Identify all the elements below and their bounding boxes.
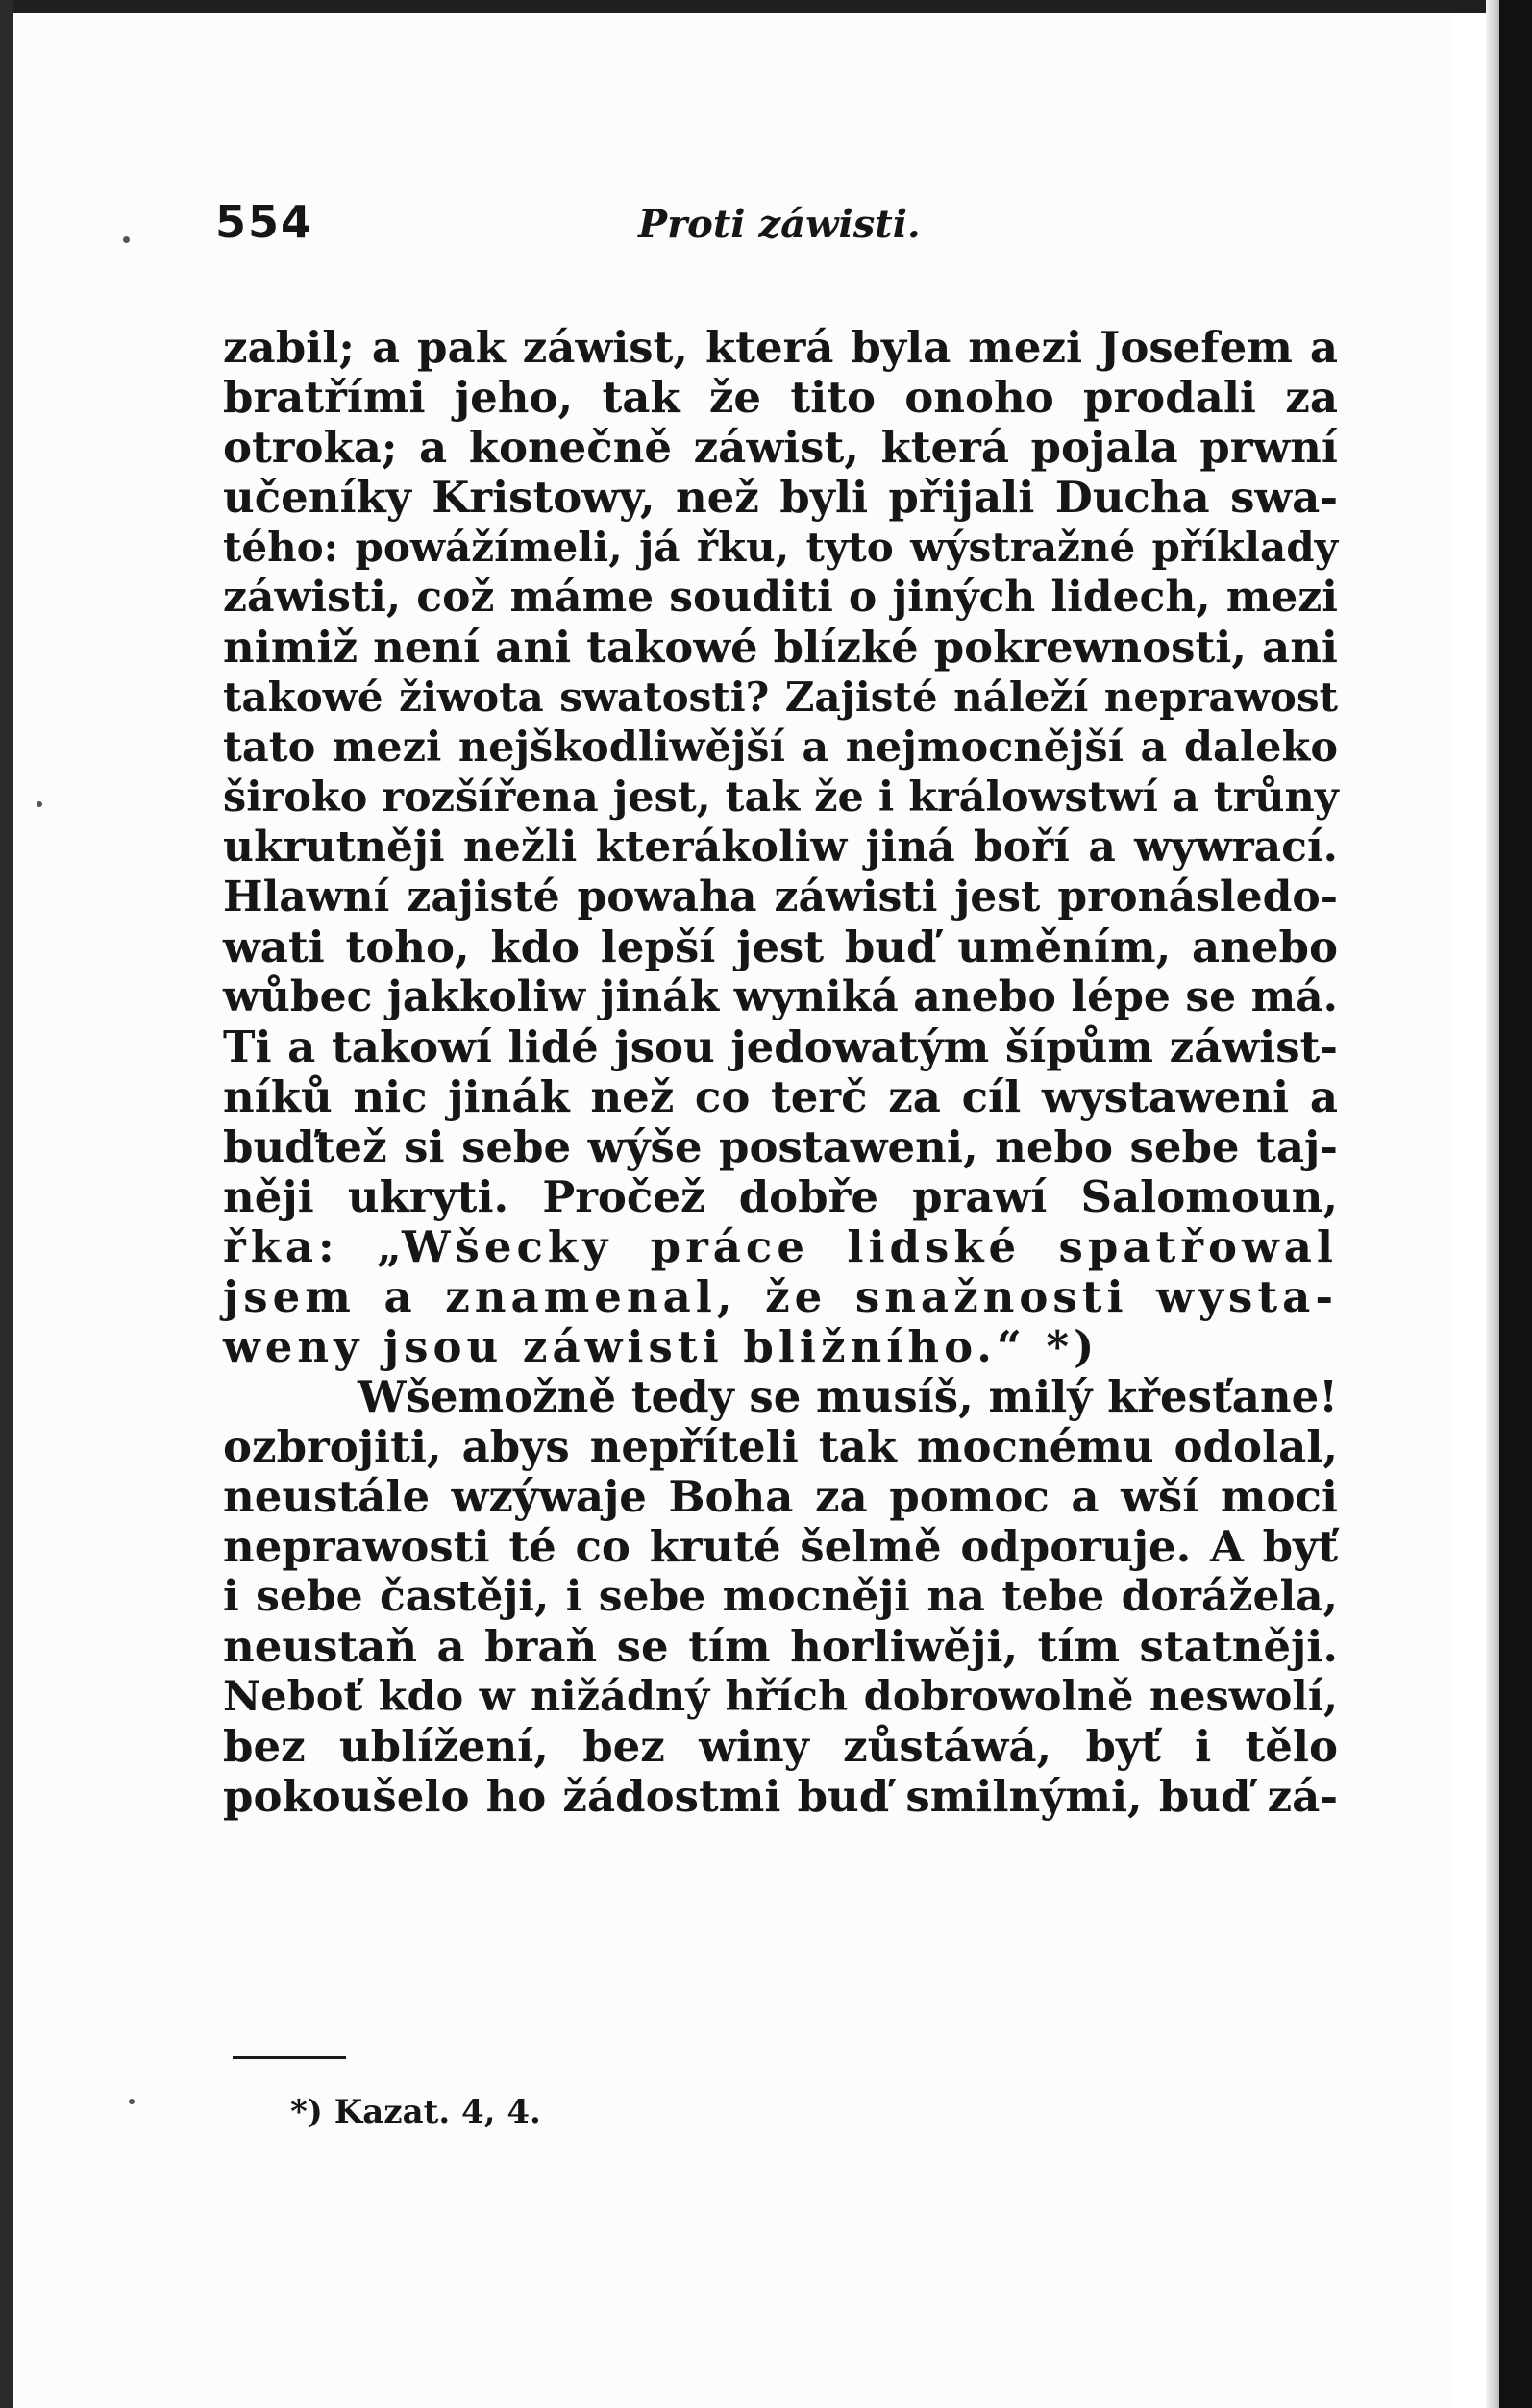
book-page: [13, 13, 1453, 2408]
text-line: ukrutněji nežli kterákoliw jiná boří a wywrací.: [223, 823, 1338, 872]
text-line: Neboť kdo w nižádný hřích dobrowolně neswolí,: [223, 1673, 1338, 1721]
text-line: neprawosti té co kruté šelmě odporuje. A byť: [223, 1521, 1338, 1572]
footnote: *) Kazat. 4, 4.: [290, 2093, 541, 2131]
text-line: i sebe častěji, i sebe mocněji na tebe dorážela,: [223, 1572, 1338, 1621]
scan-speck: [123, 236, 130, 243]
footnote-rule: [233, 2056, 346, 2059]
scan-speck: [37, 801, 42, 807]
text-line: pokoušelo ho žádostmi buď smilnými, buď zá-: [223, 1771, 1338, 1822]
text-line: Hlawní zajisté powaha záwisti jest pronásledo-: [223, 872, 1338, 921]
text-line-quote: weny jsou záwisti bližního.“ *): [223, 1321, 1100, 1372]
text-line: bez ublížení, bez winy zůstáwá, byť i tělo: [223, 1721, 1338, 1772]
text-line: záwisti, což máme souditi o jiných lidech, mezi: [223, 573, 1338, 622]
text-line: tato mezi nejškodliwější a nejmocnější a daleko: [223, 724, 1338, 772]
scan-top-edge: [0, 0, 1532, 13]
text-line: níků nic jinák než co terč za cíl wystaweni a: [223, 1071, 1338, 1122]
scan-left-edge: [0, 0, 13, 2408]
text-line: neustále wzýwaje Boha za pomoc a wší moci: [223, 1471, 1338, 1522]
text-line: buďtež si sebe wýše postaweni, nebo sebe taj-: [223, 1121, 1338, 1172]
text-line: něji ukryti. Pročež dobře prawí Salomoun,: [223, 1171, 1338, 1222]
page-number: 554: [215, 196, 314, 248]
text-line: otroka; a konečně záwist, která pojala prwní: [223, 422, 1338, 473]
scan-right-edge: [1499, 0, 1532, 2408]
body-text: [223, 323, 1338, 1822]
running-title: Proti záwisti.: [638, 202, 921, 247]
text-line-quote: jsem a znamenal, že snažnosti wysta-: [223, 1271, 1338, 1322]
text-line: Ti a takowí lidé jsou jedowatým šípům záwist-: [223, 1021, 1338, 1072]
text-line: široko rozšířena jest, tak že i králowstwí a trůny: [223, 774, 1339, 822]
text-line: wůbec jakkoliw jinák wyniká anebo lépe se má.: [223, 972, 1338, 1021]
paragraph-start-line: Wšemožně tedy se musíš, milý křesťane!: [358, 1371, 1338, 1422]
scan-speck: [129, 2099, 135, 2104]
text-line: zabil; a pak záwist, která byla mezi Josefem a: [223, 322, 1338, 373]
text-line: tého: powážímeli, já řku, tyto wýstražné příklady: [223, 524, 1338, 571]
text-line: neustaň a braň se tím horliwěji, tím statněji.: [223, 1621, 1338, 1672]
text-line-quote: řka: „Wšecky práce lidské spatřowal: [223, 1221, 1338, 1272]
text-line: wati toho, kdo lepší jest buď uměním, anebo: [223, 921, 1338, 972]
page-header: [13, 13, 1453, 263]
text-line: ozbrojiti, abys nepříteli tak mocnému odolal,: [223, 1421, 1338, 1472]
page-edge-shadow: [1486, 0, 1499, 2408]
text-line: nimiž není ani takowé blízké pokrewnosti, ani: [223, 622, 1338, 673]
text-line: učeníky Kristowy, než byli přijali Ducha swa-: [223, 472, 1338, 523]
text-line: bratřími jeho, tak že tito onoho prodali za: [223, 372, 1338, 423]
text-line: takowé žiwota swatosti? Zajisté náleží neprawost: [223, 674, 1338, 721]
